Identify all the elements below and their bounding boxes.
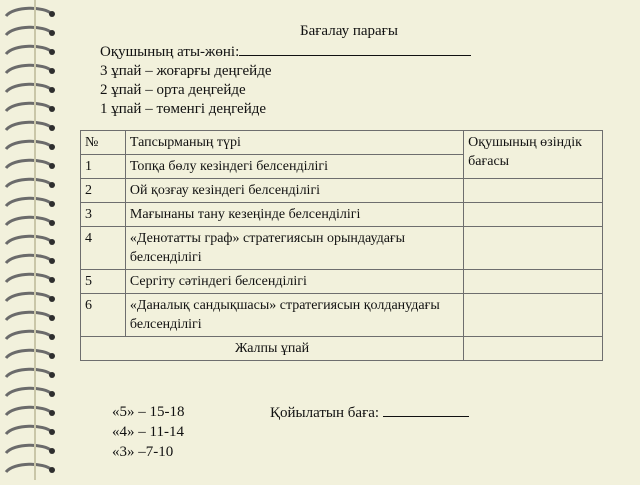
binding-hole <box>49 334 55 340</box>
row-score[interactable] <box>464 203 603 227</box>
binding-hole <box>49 163 55 169</box>
binding-hole <box>49 372 55 378</box>
binding-ring <box>6 331 52 339</box>
header <box>100 22 620 119</box>
binding-hole <box>49 448 55 454</box>
spiral-binding-icon <box>0 0 60 480</box>
binding-hole <box>49 220 55 226</box>
binding-ring <box>6 350 52 358</box>
binding-ring <box>6 426 52 434</box>
binding-ring <box>6 369 52 377</box>
row-number: 6 <box>81 294 126 337</box>
binding-hole <box>49 106 55 112</box>
scale-item: 1 ұпай – төменгі деңгейде <box>100 101 267 117</box>
table-row <box>81 203 603 227</box>
student-name-blank[interactable] <box>239 41 471 56</box>
row-number: 2 <box>81 179 126 203</box>
binding-hole <box>49 144 55 150</box>
final-grade-blank[interactable] <box>383 402 469 417</box>
row-number: 3 <box>81 203 126 227</box>
grading-table <box>80 130 603 361</box>
binding-ring <box>6 46 52 54</box>
binding-ring <box>6 8 52 16</box>
row-task: «Даналық сандықшасы» стратегиясын қолданудағы белсенділігі <box>125 294 463 337</box>
binding-ring <box>6 293 52 301</box>
row-task: Сергіту сәтіндегі белсенділігі <box>125 270 463 294</box>
row-task: Мағынаны тану кезеңінде белсенділігі <box>125 203 463 227</box>
binding-ring <box>6 407 52 415</box>
binding-hole <box>49 467 55 473</box>
table-row <box>81 270 603 294</box>
binding-hole <box>49 87 55 93</box>
header-task: Тапсырманың түрі <box>125 131 463 155</box>
binding-hole <box>49 353 55 359</box>
binding-ring <box>6 255 52 263</box>
binding-hole <box>49 277 55 283</box>
binding-ring <box>6 103 52 111</box>
binding-ring <box>6 445 52 453</box>
binding-ring <box>6 198 52 206</box>
binding-ring <box>6 274 52 282</box>
binding-ring <box>6 236 52 244</box>
grade-item: «3» –7-10 <box>112 444 174 460</box>
header-self-score: Оқушының өзіндік бағасы <box>464 131 603 179</box>
binding-ring <box>6 179 52 187</box>
binding-hole <box>49 125 55 131</box>
final-grade-label: Қойылатын баға: <box>270 405 380 421</box>
grade-scale <box>112 402 185 462</box>
binding-ring <box>6 84 52 92</box>
binding-hole <box>49 11 55 17</box>
header-number: № <box>81 131 126 155</box>
binding-hole <box>49 68 55 74</box>
total-label: Жалпы ұпай <box>81 337 464 361</box>
grade-item: «4» – 11-14 <box>112 424 184 440</box>
binding-ring <box>6 464 52 472</box>
binding-ring <box>6 217 52 225</box>
spiral-binding <box>0 0 60 480</box>
binding-hole <box>49 258 55 264</box>
row-score[interactable] <box>464 227 603 270</box>
row-task: «Денотатты граф» стратегиясын орындаудағы белсенділігі <box>125 227 463 270</box>
binding-hole <box>49 30 55 36</box>
binding-ring <box>6 27 52 35</box>
grade-item: «5» – 15-18 <box>112 404 185 420</box>
binding-ring <box>6 388 52 396</box>
binding-hole <box>49 182 55 188</box>
table-header-row <box>81 131 603 155</box>
binding-hole <box>49 201 55 207</box>
row-number: 4 <box>81 227 126 270</box>
binding-ring <box>6 312 52 320</box>
total-value[interactable] <box>464 337 603 361</box>
scale-item: 3 ұпай – жоғарғы деңгейде <box>100 63 272 79</box>
final-grade <box>270 402 469 422</box>
row-score[interactable] <box>464 179 603 203</box>
page-edge <box>34 0 36 480</box>
student-name-label: Оқушының аты-жөні: <box>100 44 240 60</box>
table-row <box>81 227 603 270</box>
row-number: 1 <box>81 155 126 179</box>
binding-hole <box>49 49 55 55</box>
binding-hole <box>49 391 55 397</box>
binding-ring <box>6 65 52 73</box>
row-number: 5 <box>81 270 126 294</box>
binding-ring <box>6 141 52 149</box>
binding-ring <box>6 160 52 168</box>
binding-hole <box>49 429 55 435</box>
binding-hole <box>49 239 55 245</box>
row-task: Топқа бөлу кезіндегі белсенділігі <box>125 155 463 179</box>
table-row <box>81 179 603 203</box>
row-score[interactable] <box>464 294 603 337</box>
binding-hole <box>49 315 55 321</box>
binding-hole <box>49 296 55 302</box>
page-title: Бағалау парағы <box>300 23 398 39</box>
student-name-line <box>100 41 620 62</box>
row-task: Ой қозғау кезіндегі белсенділігі <box>125 179 463 203</box>
binding-hole <box>49 410 55 416</box>
scale-item: 2 ұпай – орта деңгейде <box>100 82 246 98</box>
total-row <box>81 337 603 361</box>
table-row <box>81 294 603 337</box>
binding-ring <box>6 122 52 130</box>
row-score[interactable] <box>464 270 603 294</box>
